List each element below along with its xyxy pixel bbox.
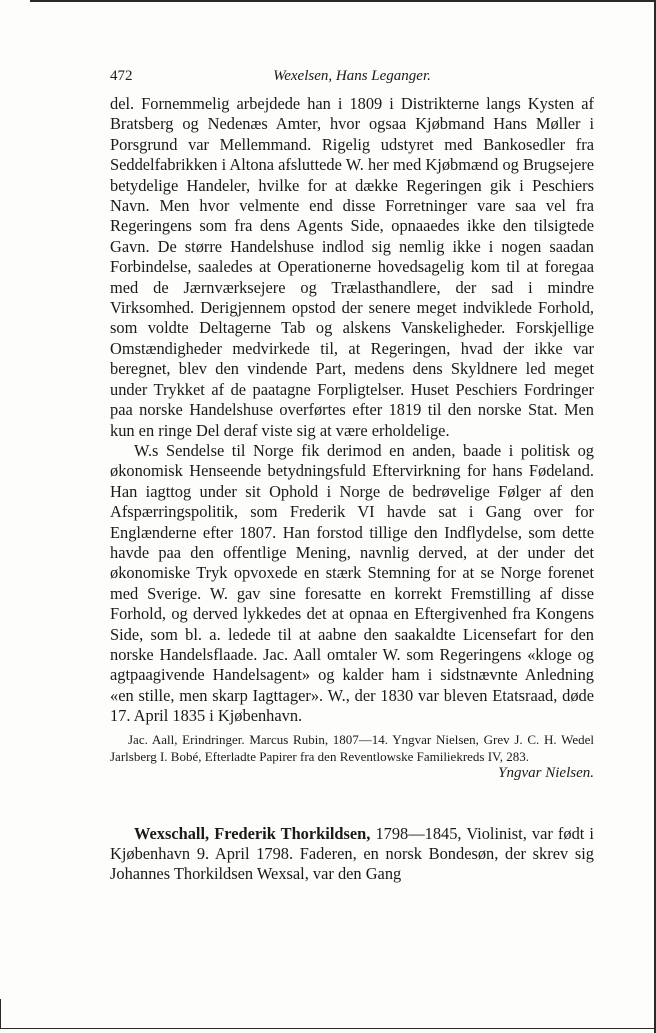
- running-title: Wexelsen, Hans Leganger.: [273, 68, 431, 84]
- entry-text: 1798—1845, Violinist, var født i Kjøbenhavn 9. April 1798. Faderen, en norsk Bondesøn, der skrev sig Johannes Thorkildsen Wexsal, var den Gang: [110, 823, 594, 884]
- paragraph-2: W.s Sendelse til Norge fik derimod en anden, baade i politisk og økonomisk Henseende betydningsfuld Eftervirkning for hans Fødeland. Han iagttog under sit Ophold i Norge de bedrøvelige Følger af den Afspærringspolitik, som Frederik VI havde sat i Gang over for Englænderne efter 1807. Han forstod tillige den Indflydelse, som dette havde paa den offentlige Mening, navnlig derved, at der under det økonomiske Tryk opvoxede en stærk Stemning for at se Norge forenet med Sverige. W. gav sine foresatte en korrekt Fremstilling af disse Forhold, og derved lykkedes det at opnaa en Eftergivenhed fra Kongens Side, som bl. a. ledede til at aabne den saakaldte Licensefart for den norske Handelsflaade. Jac. Aall omtaler W. som Regeringens «kloge og agtpaagivende Handelsagent» og kalder ham i sidstnævnte Anledning «en stille, men skarp Iagttager». W., der 1830 var bleven Etatsraad, døde 17. April 1835 i Kjøbenhavn.: [110, 440, 594, 726]
- page-content: [110, 68, 594, 901]
- entry-heading: Wexschall, Frederik Thorkildsen,: [134, 823, 371, 843]
- paragraph-1: del. Fornemmelig arbejdede han i 1809 i Distrikterne langs Kysten af Bratsberg og Nedenæs Amter, hvor ogsaa Kjøbmand Hans Møller i Porsgrund var Mellemmand. Rigelig udstyret med Bankosedler fra Seddelfabrikken i Altona afsluttede W. her med Kjøbmænd og Brugsejere betydelige Handeler, hvilke for at dække Regeringen gik i Peschiers Navn. Men hvor velmente end disse Forretninger vare saa vel fra Regeringens som fra dens Agents Side, opnaaedes ikke den tilsigtede Gavn. De større Handelshuse indlod sig nemlig ikke i nogen saadan Forbindelse, saaledes at Operationerne hovedsagelig kom til at foregaa med de Jærnværksejere og Trælasthandlere, der sad i mindre Virksomhed. Derigjennem opstod der senere meget indviklede Forhold, som voldte Deltagerne Tab og alskens Vanskeligheder. Forskjellige Omstændigheder medvirkede til, at Regeringen, hvad der ikke var beregnet, blev den vindende Part, medens dens Skyldnere led meget under Trykket af de paatagne Forpligtelser. Huset Peschiers Fordringer paa norske Handelshuse overførtes efter 1819 til den norske Stat. Men kun en ringe Del deraf viste sig at være erholdelige.: [110, 94, 594, 440]
- page-header: [110, 68, 594, 94]
- article-body: [110, 94, 594, 727]
- top-border-line: [30, 0, 656, 2]
- author-signature: Yngvar Nielsen.: [498, 764, 594, 781]
- references: [110, 731, 594, 782]
- left-corner-line: [0, 999, 1, 1029]
- next-entry: [110, 824, 594, 885]
- references-text: Jac. Aall, Erindringer. Marcus Rubin, 1807—14. Yngvar Nielsen, Grev J. C. H. Wedel Jarlsberg I. Bobé, Efterladte Papirer fra den Reventlowske Familiekreds IV, 283.: [110, 731, 594, 764]
- page-number: 472: [110, 68, 133, 84]
- bottom-border-line: [0, 1028, 656, 1029]
